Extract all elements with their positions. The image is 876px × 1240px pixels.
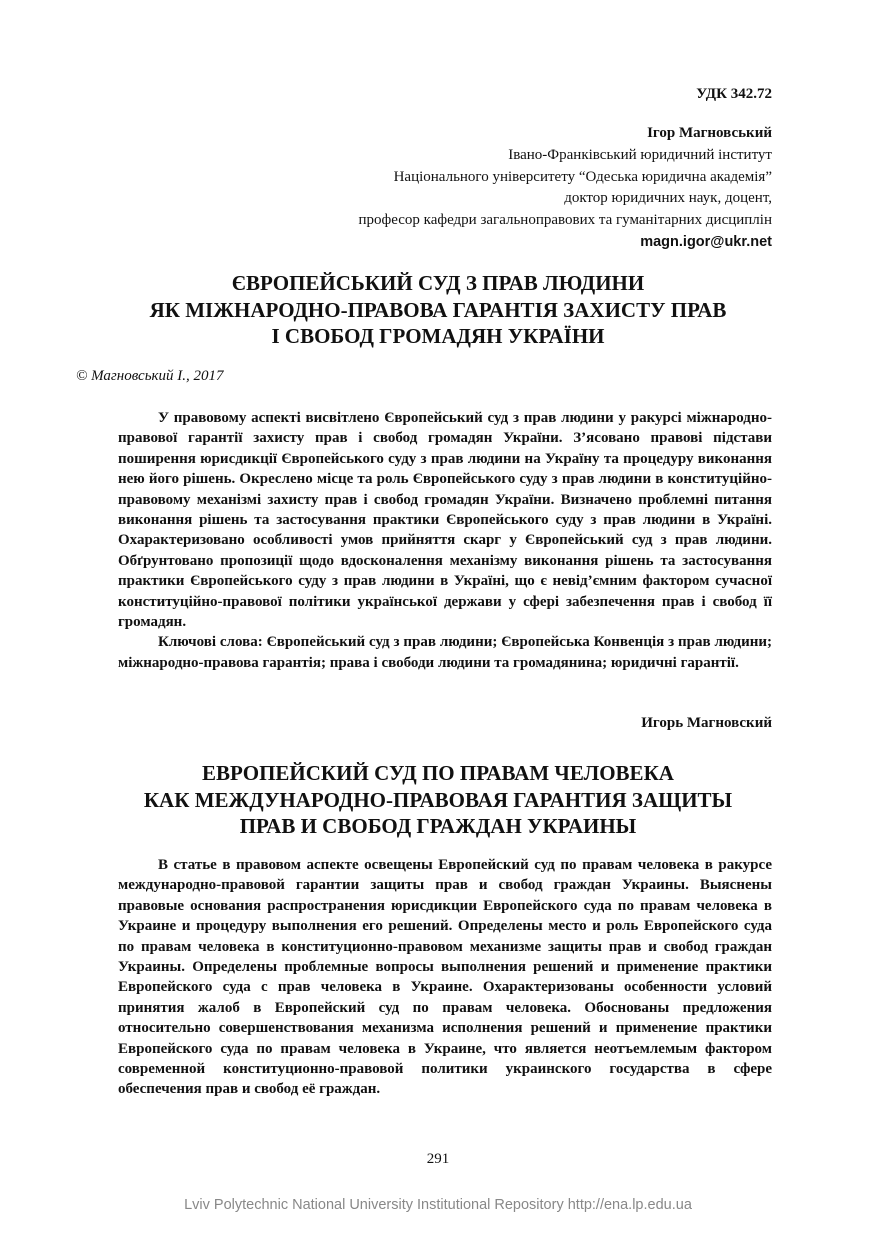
- copyright-notice: © Магновський І., 2017: [76, 368, 224, 384]
- author-email[interactable]: magn.igor@ukr.net: [640, 233, 772, 250]
- abstract-paragraph: У правовому аспекті висвітлено Європейський суд з прав людини у ракурсі міжнародно-правової гарантії захисту прав і свобод громадян України. З’ясовано правові підстави поширення юрисдикції Європейського суду з прав людини на Україну та процедуру виконання нею його рішень. Окреслено місце та роль Європейського суду з прав людини в конституційно-правовому механізмі захисту прав і свобод громадян України. Визначено проблемні питання виконання рішень та застосування практики Європейського суду з прав людини в Україні. Охарактеризовано особливості умов прийняття скарг у Європейський суд з прав людини. Обґрунтовано пропозиції щодо вдосконалення механізму виконання рішень та застосування практики Європейського суду з прав людини в Україні, що є невід’ємним фактором сучасної конституційно-правової політики української держави у сфері забезпечення прав і свобод її громадян.: [118, 410, 772, 631]
- title-line: І СВОБОД ГРОМАДЯН УКРАЇНИ: [271, 324, 605, 348]
- author-name-ru: Игорь Магновский: [641, 715, 772, 731]
- affiliation-line: Івано-Франківський юридичний інститут: [508, 146, 772, 163]
- title-line: ЕВРОПЕЙСКИЙ СУД ПО ПРАВАМ ЧЕЛОВЕКА: [202, 761, 674, 785]
- affiliation-line: професор кафедри загальноправових та гуманітарних дисциплін: [358, 212, 772, 229]
- author-affiliation-block: [358, 123, 772, 254]
- title-line: ПРАВ И СВОБОД ГРАЖДАН УКРАИНЫ: [239, 814, 637, 838]
- udk-code: УДК 342.72: [696, 86, 772, 102]
- title-russian: [0, 760, 876, 840]
- affiliation-line: доктор юридичних наук, доцент,: [564, 190, 772, 207]
- abstract-ukrainian: [118, 408, 772, 673]
- repository-footer[interactable]: Lviv Polytechnic National University Institutional Repository http://ena.lp.edu.ua: [184, 1197, 692, 1213]
- page-number: 291: [426, 1151, 450, 1167]
- keywords-paragraph: Ключові слова: Європейський суд з прав людини; Європейська Конвенція з прав людини; міжнародно-правова гарантія; права і свободи людини та громадянина; юридичні гарантії.: [118, 634, 772, 671]
- title-line: ЯК МІЖНАРОДНО-ПРАВОВА ГАРАНТІЯ ЗАХИСТУ ПРАВ: [149, 297, 727, 322]
- title-line: КАК МЕЖДУНАРОДНО-ПРАВОВАЯ ГАРАНТИЯ ЗАЩИТЫ: [143, 787, 733, 812]
- author-name-ua: Ігор Магновський: [647, 125, 772, 141]
- abstract-russian: [118, 855, 772, 1100]
- title-line: ЄВРОПЕЙСЬКИЙ СУД З ПРАВ ЛЮДИНИ: [231, 271, 645, 295]
- title-ukrainian: [0, 270, 876, 350]
- affiliation-line: Національного університету “Одеська юридична академія”: [393, 168, 772, 185]
- abstract-paragraph: В статье в правовом аспекте освещены Европейский суд по правам человека в ракурсе международно-правовой гарантии защиты прав и свобод граждан Украины. Выяснены правовые основания распространения юрисдикции Европейского суда по правам человека в Украине и процедуру выполнения его решений. Определены место и роль Европейского суда по правам человека в конституционно-правовом механизме защиты прав и свобод граждан Украины. Определены проблемные вопросы выполнения решений и применение практики Европейского суда с прав человека в Украине. Охарактеризованы особенности условий принятия жалоб в Европейский суд по правам человека. Обоснованы предложения относительно совершенствования механизма исполнения решений и применение практики Европейского суда по правам человека в Украине, что является неотъемлемым фактором современной конституционно-правовой политики украинского государства в сфере обеспечения прав и свобод её граждан.: [118, 857, 772, 1098]
